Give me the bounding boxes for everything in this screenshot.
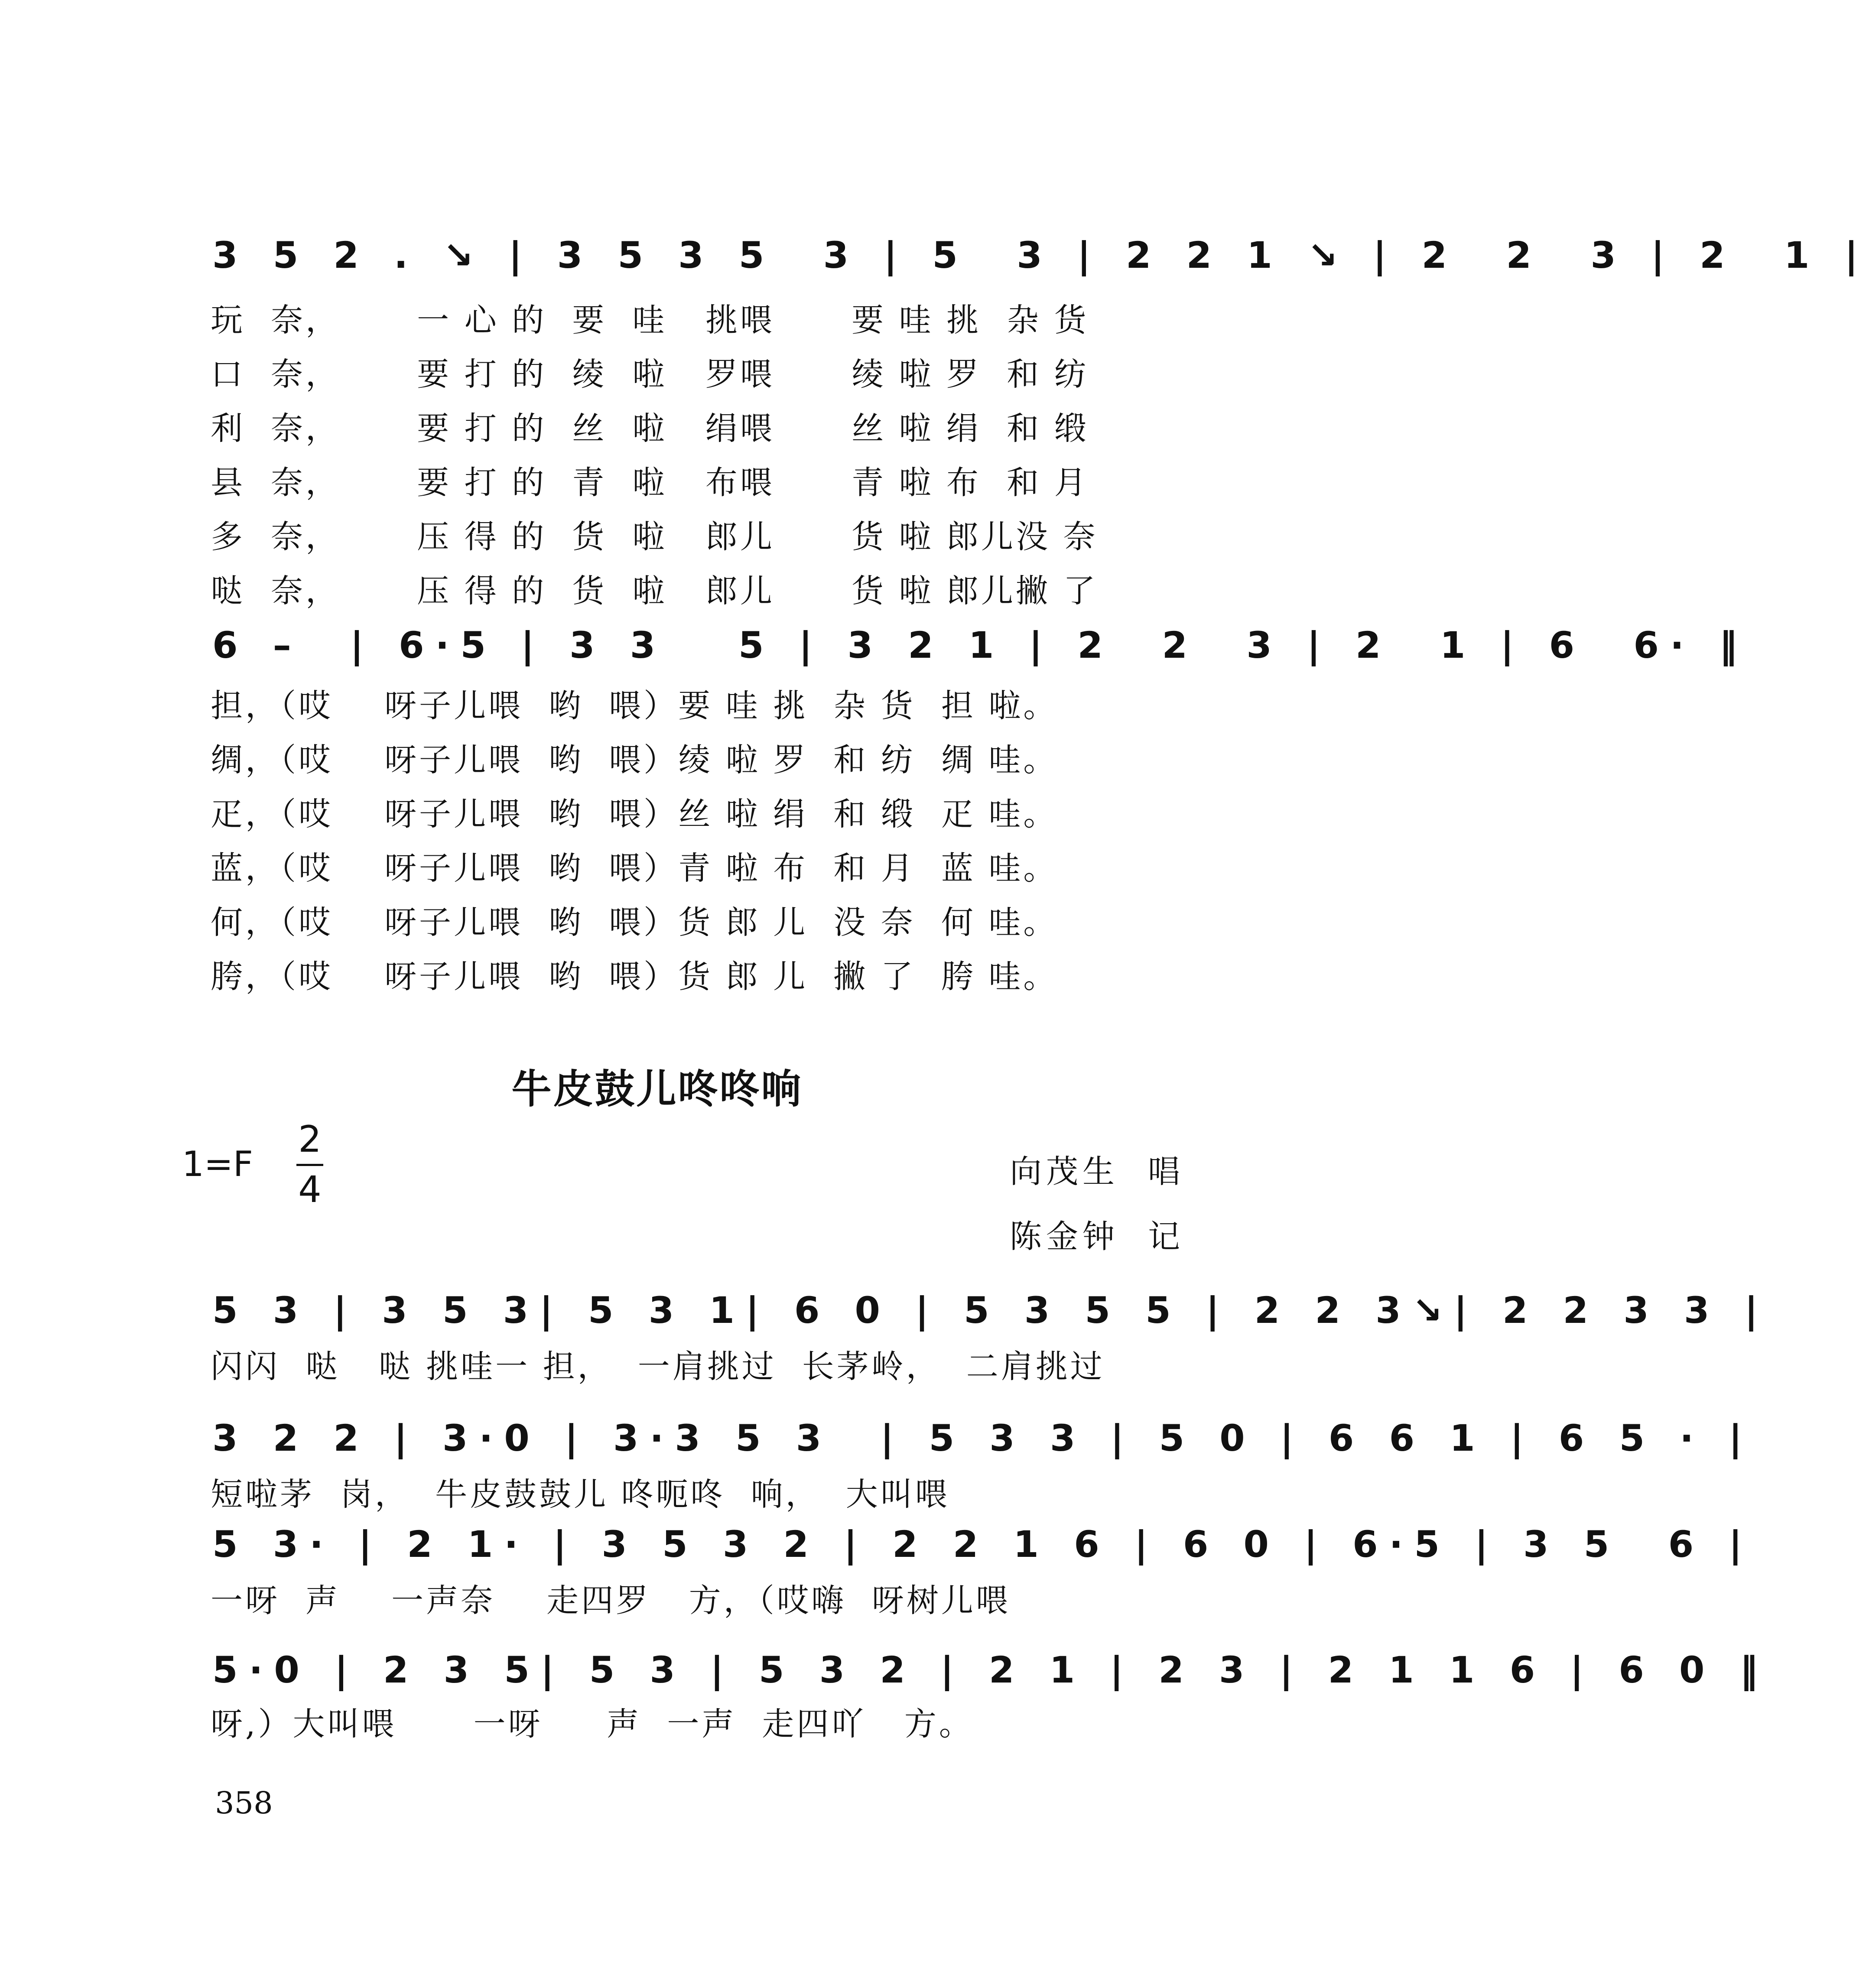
song1-lyric-line: 多 奈， 压 得 的 货 啦 郎儿 货 啦 郎儿没 奈: [211, 518, 1098, 555]
song1-lyric-line: 疋，（哎 呀子儿喂 哟 喂）丝 啦 绢 和 缎 疋 哇。: [211, 796, 1058, 833]
song1-lyric-line: 胯，（哎 呀子儿喂 哟 喂）货 郎 儿 撇 了 胯 哇。: [211, 958, 1058, 995]
song1-lyric-line: 何，（哎 呀子儿喂 哟 喂）货 郎 儿 没 奈 何 哇。: [211, 904, 1058, 941]
song2-notation-line: 5·0 | 2 3 5| 5 3 | 5 3 2 | 2 1 | 2 3 | 2 1 1 6 | 6 0 ‖: [212, 1649, 1769, 1691]
song-title: 牛皮鼓儿咚咚响: [511, 1066, 803, 1112]
page-number: 358: [215, 1785, 273, 1821]
song1-lyric-line: 绸，（哎 呀子儿喂 哟 喂）绫 啦 罗 和 纺 绸 哇。: [211, 741, 1058, 779]
song2-lyric-line: 呀,）大叫喂 一呀 声 一声 走四吖 方。: [211, 1705, 974, 1743]
song1-lyric-line: 哒 奈， 压 得 的 货 啦 郎儿 货 啦 郎儿撇 了: [211, 572, 1098, 610]
song1-notation-line-2: 6 – | 6·5 | 3 3 5 | 3 2 1 | 2 2 3 | 2 1 | 6 6· ‖: [212, 624, 1749, 666]
song1-lyric-line: 口 奈， 要 打 的 绫 啦 罗喂 绫 啦 罗 和 纺: [211, 356, 1089, 393]
song2-notation-line: 3 2 2 | 3·0 | 3·3 5 3 | 5 3 3 | 5 0 | 6 6 1 | 6 5 · |: [212, 1417, 1754, 1459]
song2-notation-line: 5 3· | 2 1· | 3 5 3 2 | 2 2 1 6 | 6 0 | 6·5 | 3 5 6 |: [212, 1523, 1754, 1566]
singer-credit: 向茂生 唱: [1009, 1153, 1184, 1190]
recorder-credit: 陈金钟 记: [1009, 1218, 1184, 1255]
key-signature: 1=F: [182, 1144, 253, 1184]
song2-lyric-line: 短啦茅 岗， 牛皮鼓鼓儿 咚呃咚 响， 大叫喂: [211, 1476, 950, 1513]
time-signature-bar: [296, 1164, 323, 1166]
song1-lyric-line: 玩 奈， 一 心 的 要 哇 挑喂 要 哇 挑 杂 货: [211, 302, 1089, 339]
song2-lyric-line: 闪闪 哒 哒 挑哇一 担， 一肩挑过 长茅岭， 二肩挑过: [211, 1348, 1105, 1385]
song1-lyric-line: 利 奈， 要 打 的 丝 啦 绢喂 丝 啦 绢 和 缎: [211, 410, 1089, 447]
time-signature-denominator: 4: [298, 1168, 322, 1211]
song1-lyric-line: 蓝，（哎 呀子儿喂 哟 喂）青 啦 布 和 月 蓝 哇。: [211, 850, 1058, 887]
song1-notation-line-1: 3 5 2 . ↘ | 3 5 3 5 3 | 5 3 | 2 2 1 ↘ | 2 2 3 | 2 1 |: [212, 234, 1869, 276]
song1-lyric-line: 担，（哎 呀子儿喂 哟 喂）要 哇 挑 杂 货 担 啦。: [211, 687, 1058, 724]
song2-lyric-line: 一呀 声 一声奈 走四罗 方，（哎嗨 呀树儿喂: [211, 1582, 1011, 1619]
song1-lyric-line: 县 奈， 要 打 的 青 啦 布喂 青 啦 布 和 月: [211, 464, 1089, 501]
song2-notation-line: 5 3 | 3 5 3| 5 3 1| 6 0 | 5 3 5 5 | 2 2 3↘| 2 2 3 3 |: [212, 1289, 1769, 1332]
time-signature-numerator: 2: [298, 1118, 322, 1160]
